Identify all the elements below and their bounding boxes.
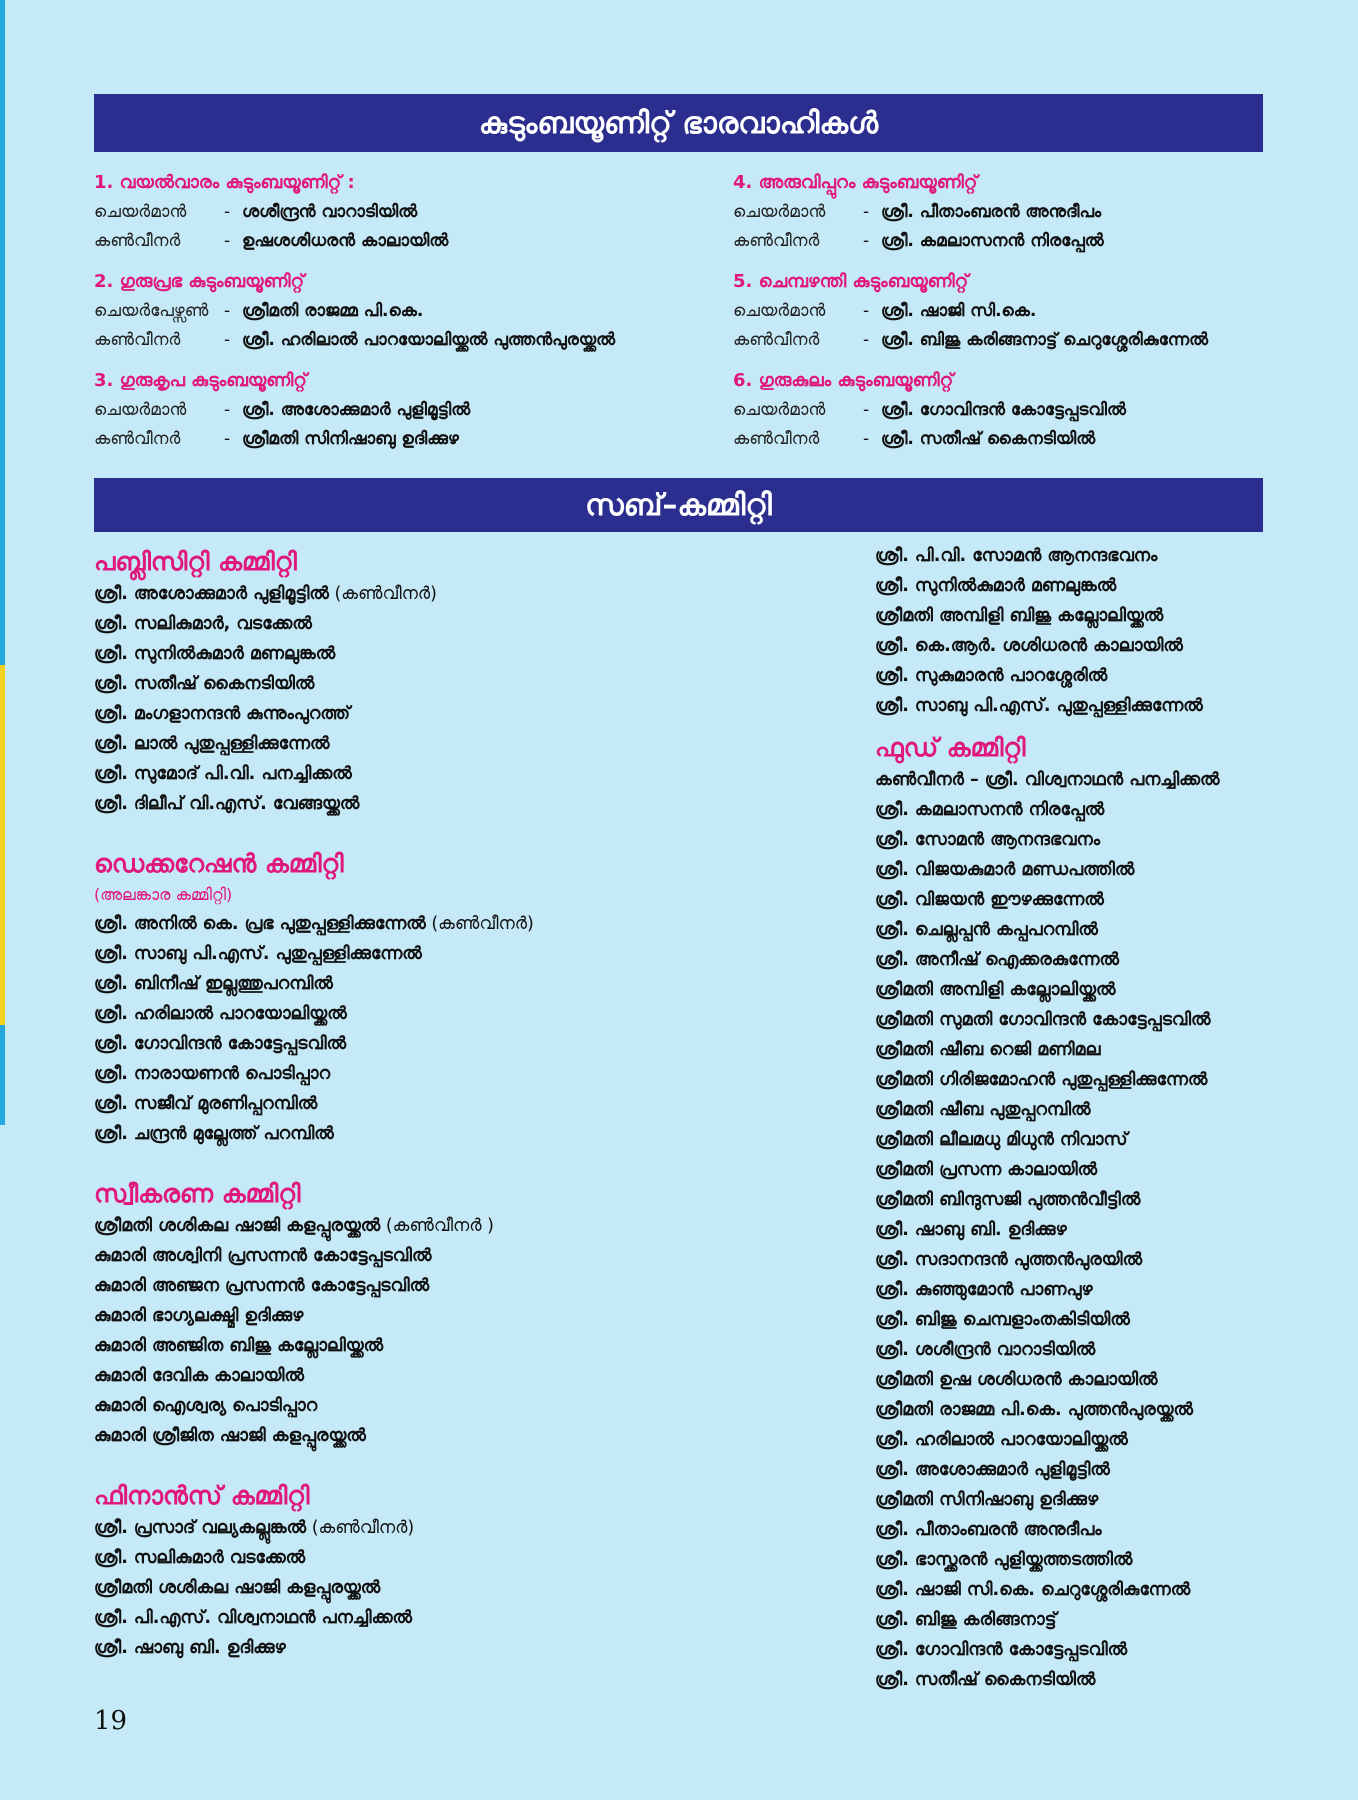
unit-person: ശ്രീ. ഗോവിന്ദൻ കോട്ടേപ്പടവിൽ bbox=[881, 400, 1126, 420]
right-column bbox=[875, 541, 1345, 1695]
member-item: കുമാരി അഞ്ജന പ്രസന്നൻ കോട്ടേപ്പടവിൽ bbox=[94, 1276, 430, 1296]
dash: - bbox=[863, 231, 870, 251]
member-item: ശ്രീ. ഷാബു ബി. ഉദിക്കുഴ bbox=[94, 1638, 286, 1658]
unit-row bbox=[733, 198, 1293, 227]
member-item: ശ്രീ. മംഗളാനന്ദൻ കുന്നുംപുറത്ത് bbox=[94, 704, 350, 724]
member-item: ശ്രീ. സുനിൽകുമാർ മണലുങ്കൽ bbox=[875, 576, 1117, 596]
member-item: ശ്രീമതി പ്രസന്ന കാലായിൽ bbox=[875, 1160, 1098, 1180]
member-name: ശ്രീ. അശോക്കുമാർ പുളിമൂട്ടിൽ bbox=[94, 584, 329, 604]
unit-block bbox=[733, 366, 1293, 454]
unit-person: ശ്രീ. പീതാംബരൻ അനുദീപം bbox=[881, 202, 1102, 222]
decoration-committee-title: ഡെക്കറേഷൻ കമ്മിറ്റി bbox=[94, 849, 344, 878]
spacer bbox=[875, 721, 1345, 731]
unit-role: കൺവീനർ bbox=[733, 429, 820, 449]
member-item bbox=[94, 909, 654, 939]
unit-person: ശ്രീ. ഷാജി സി.കെ. bbox=[881, 301, 1037, 321]
unit-block bbox=[94, 168, 654, 256]
member-item: ശ്രീ. വിജയൻ ഈഴക്കുന്നേൽ bbox=[875, 890, 1104, 910]
unit-block bbox=[94, 366, 654, 454]
member-item: ശ്രീ. പീതാംബരൻ അനുദീപം bbox=[875, 1520, 1102, 1540]
member-item: ശ്രീ. സാബു പി.എസ്. പുതുപ്പള്ളിക്കുന്നേൽ bbox=[875, 696, 1203, 716]
edge-strip-yellow bbox=[0, 665, 5, 1025]
member-item: ശ്രീമതി ശശികല ഷാജി കളപ്പുരയ്ക്കൽ bbox=[94, 1578, 381, 1598]
unit-title: 2. ഗുരുപ്രഭ കുടുംബയൂണിറ്റ് bbox=[94, 271, 305, 292]
dash: - bbox=[224, 231, 231, 251]
member-item: ശ്രീ. ചന്ദ്രൻ മുല്ലേത്ത് പറമ്പിൽ bbox=[94, 1124, 334, 1144]
unit-person: ശ്രീ. ബിജു കരിങ്ങനാട്ട് ചെറുശ്ശേരികുന്നേൽ bbox=[881, 330, 1209, 350]
member-item: ശ്രീ. സുനിൽകുമാർ മണലുങ്കൽ bbox=[94, 644, 336, 664]
member-item: ശ്രീമതി ലീലമധു മിധുൻ നിവാസ് bbox=[875, 1130, 1128, 1150]
dash: - bbox=[863, 330, 870, 350]
unit-person: ശ്രീ. ഹരിലാൽ പാറയോലിയ്ക്കൽ പുത്തൻപുരയ്ക്കൽ bbox=[242, 330, 616, 350]
decoration-committee-subtitle: (അലങ്കാര കമ്മിറ്റി) bbox=[94, 885, 233, 904]
unit-role: ചെയർമാൻ bbox=[733, 202, 826, 222]
member-item: ശ്രീമതി ബിന്ദുസജി പുത്തൻവീട്ടിൽ bbox=[875, 1190, 1141, 1210]
unit-row bbox=[733, 297, 1293, 326]
member-item: ശ്രീമതി ഷീബ പുതുപ്പറമ്പിൽ bbox=[875, 1100, 1091, 1120]
member-item bbox=[94, 1211, 654, 1241]
unit-person: ശ്രീ. സതീഷ് കൈനടിയിൽ bbox=[881, 429, 1096, 449]
unit-person: ശ്രീ. അശോക്കുമാർ പുളിമൂട്ടിൽ bbox=[242, 400, 471, 420]
member-item: കുമാരി ഐശ്വര്യ പൊടിപ്പാറ bbox=[94, 1396, 318, 1416]
dash: - bbox=[863, 429, 870, 449]
unit-role: കൺവീനർ bbox=[733, 330, 820, 350]
unit-role: ചെയർമാൻ bbox=[733, 400, 826, 420]
member-item: ശ്രീ. ശശീന്ദ്രൻ വാറാടിയിൽ bbox=[875, 1340, 1096, 1360]
member-item: ശ്രീമതി സുമതി ഗോവിന്ദൻ കോട്ടേപ്പടവിൽ bbox=[875, 1010, 1211, 1030]
unit-role: ചെയർമാൻ bbox=[94, 202, 187, 222]
member-item: ശ്രീ. വിജയകുമാർ മണ്ഡപത്തിൽ bbox=[875, 860, 1135, 880]
member-item: ശ്രീമതി ഉഷ ശശിധരൻ കാലായിൽ bbox=[875, 1370, 1158, 1390]
convener-note: (കൺവീനർ) bbox=[306, 1518, 415, 1538]
unit-person: ശ്രീ. കമലാസനൻ നിരപ്പേൽ bbox=[881, 231, 1104, 251]
member-item: കൺവീനർ – ശ്രീ. വിശ്വനാഥൻ പനച്ചിക്കൽ bbox=[875, 770, 1220, 790]
member-item: ശ്രീ. സലികുമാർ, വടക്കേൽ bbox=[94, 614, 312, 634]
member-item: കുമാരി അശ്വിനി പ്രസന്നൻ കോട്ടേപ്പടവിൽ bbox=[94, 1246, 432, 1266]
unit-person: ശ്രീമതി രാജമ്മ പി.കെ. bbox=[242, 301, 424, 321]
unit-role: കൺവീനർ bbox=[94, 231, 181, 251]
member-item: ശ്രീമതി സിനിഷാബു ഉദിക്കുഴ bbox=[875, 1490, 1099, 1510]
dash: - bbox=[224, 202, 231, 222]
member-item: കുമാരി അഞ്ജിത ബിജു കല്ലോലിയ്ക്കൽ bbox=[94, 1336, 384, 1356]
dash: - bbox=[224, 301, 231, 321]
unit-title: 6. ഗുരുകുലം കുടുംബയൂണിറ്റ് bbox=[733, 370, 954, 391]
units-banner bbox=[94, 94, 1263, 152]
member-item: ശ്രീ. ചെല്ലപ്പൻ കപ്പപറമ്പിൽ bbox=[875, 920, 1098, 940]
member-item: ശ്രീ. ഹരിലാൽ പാറയോലിയ്ക്കൽ bbox=[94, 1004, 347, 1024]
unit-role: ചെയർമാൻ bbox=[94, 400, 187, 420]
subcommittee-banner-title: സബ്–കമ്മിറ്റി bbox=[585, 487, 772, 523]
edge-strip-blue-lower bbox=[0, 1025, 5, 1125]
dash: - bbox=[863, 301, 870, 321]
member-item: കുമാരി ഭാഗ്യലക്ഷ്മി ഉദിക്കുഴ bbox=[94, 1306, 304, 1326]
member-item: ശ്രീ. നാരായണൻ പൊടിപ്പാറ bbox=[94, 1064, 331, 1084]
unit-role: കൺവീനർ bbox=[94, 429, 181, 449]
member-item: ശ്രീമതി രാജമ്മ പി.കെ. പുത്തൻപുരയ്ക്കൽ bbox=[875, 1400, 1194, 1420]
unit-role: ചെയർപേഴ്സൺ bbox=[94, 301, 209, 321]
convener-note: (കൺവീനർ) bbox=[425, 914, 534, 934]
unit-person: ഉഷശശിധരൻ കാലായിൽ bbox=[242, 231, 449, 251]
member-item: ശ്രീമതി അമ്പിളി കല്ലോലിയ്ക്കൽ bbox=[875, 980, 1116, 1000]
member-item bbox=[94, 579, 654, 609]
dash: - bbox=[224, 400, 231, 420]
member-item: ശ്രീ. പി.എസ്. വിശ്വനാഥൻ പനച്ചിക്കൽ bbox=[94, 1608, 412, 1628]
page-number: 19 bbox=[94, 1706, 128, 1736]
unit-row bbox=[733, 425, 1293, 454]
member-item: ശ്രീ. പി.വി. സോമൻ ആനന്ദഭവനം bbox=[875, 546, 1158, 566]
unit-title: 4. അരുവിപ്പുറം കുടുംബയൂണിറ്റ് bbox=[733, 172, 978, 193]
member-item: കുമാരി ദേവിക കാലായിൽ bbox=[94, 1366, 304, 1386]
member-item: കുമാരി ശ്രീജിത ഷാജി കളപ്പുരയ്ക്കൽ bbox=[94, 1426, 366, 1446]
member-item: ശ്രീ. സലികുമാർ വടക്കേൽ bbox=[94, 1548, 306, 1568]
member-item: ശ്രീ. ഭാസ്ക്കരൻ പുളിയ്ക്കത്തടത്തിൽ bbox=[875, 1550, 1133, 1570]
member-item: ശ്രീ. സദാനന്ദൻ പുത്തൻപുരയിൽ bbox=[875, 1250, 1143, 1270]
dash: - bbox=[224, 429, 231, 449]
unit-title: 5. ചെമ്പഴന്തി കുടുംബയൂണിറ്റ് bbox=[733, 271, 969, 292]
member-name: ശ്രീമതി ശശികല ഷാജി കളപ്പുരയ്ക്കൽ bbox=[94, 1216, 381, 1236]
unit-row bbox=[94, 198, 654, 227]
dash: - bbox=[863, 202, 870, 222]
unit-row bbox=[94, 227, 654, 256]
unit-row bbox=[94, 425, 654, 454]
member-item: ശ്രീ. അശോക്കുമാർ പുളിമൂട്ടിൽ bbox=[875, 1460, 1110, 1480]
unit-row bbox=[733, 396, 1293, 425]
reception-committee-title: സ്വീകരണ കമ്മിറ്റി bbox=[94, 1179, 301, 1208]
unit-role: ചെയർമാൻ bbox=[733, 301, 826, 321]
member-item: ശ്രീമതി അമ്പിളി ബിജു കല്ലോലിയ്ക്കൽ bbox=[875, 606, 1164, 626]
unit-row bbox=[733, 326, 1293, 355]
unit-person: ശ്രീമതി സിനിഷാബു ഉദിക്കുഴ bbox=[242, 429, 459, 449]
member-item: ശ്രീ. കമലാസനൻ നിരപ്പേൽ bbox=[875, 800, 1105, 820]
member-item: ശ്രീ. അനീഷ് ഐക്കരകുന്നേൽ bbox=[875, 950, 1120, 970]
spacer bbox=[94, 1451, 654, 1479]
member-item: ശ്രീ. ലാൽ പുതുപ്പള്ളിക്കുന്നേൽ bbox=[94, 734, 330, 754]
member-item: ശ്രീമതി ഷീബ റെജി മണിമല bbox=[875, 1040, 1101, 1060]
spacer bbox=[94, 819, 654, 847]
convener-note: (കൺവീനർ) bbox=[328, 584, 437, 604]
member-name: ശ്രീ. പ്രസാദ് വല്യകല്ലുങ്കൽ bbox=[94, 1518, 307, 1538]
member-item bbox=[94, 1513, 654, 1543]
food-committee-title: ഫുഡ് കമ്മിറ്റി bbox=[875, 733, 1026, 762]
member-item: ശ്രീ. കുഞ്ഞുമോൻ പാണപുഴ bbox=[875, 1280, 1093, 1300]
spacer bbox=[94, 1149, 654, 1177]
unit-person: ശശീന്ദ്രൻ വാറാടിയിൽ bbox=[242, 202, 418, 222]
member-item: ശ്രീ. സതീഷ് കൈനടിയിൽ bbox=[875, 1670, 1096, 1690]
unit-title: 3. ഗുരുകൃപ കുടുംബയൂണിറ്റ് bbox=[94, 370, 307, 391]
member-item: ശ്രീ. സാബു പി.എസ്. പുതുപ്പള്ളിക്കുന്നേൽ bbox=[94, 944, 422, 964]
member-item: ശ്രീ. സജീവ് മുരണിപ്പറമ്പിൽ bbox=[94, 1094, 318, 1114]
finance-committee-title: ഫിനാൻസ് കമ്മിറ്റി bbox=[94, 1481, 310, 1510]
member-item: ശ്രീ. സുമോദ് പി.വി. പനച്ചിക്കൽ bbox=[94, 764, 352, 784]
edge-strip-blue bbox=[0, 0, 5, 665]
unit-role: കൺവീനർ bbox=[733, 231, 820, 251]
member-item: ശ്രീ. ഗോവിന്ദൻ കോട്ടേപ്പടവിൽ bbox=[875, 1640, 1128, 1660]
member-item: ശ്രീ. സതീഷ് കൈനടിയിൽ bbox=[94, 674, 315, 694]
member-item: ശ്രീ. ഷാബു ബി. ഉദിക്കുഴ bbox=[875, 1220, 1067, 1240]
member-item: ശ്രീ. സുകുമാരൻ പാറശ്ശേരിൽ bbox=[875, 666, 1108, 686]
member-item: ശ്രീ. ഗോവിന്ദൻ കോട്ടേപ്പടവിൽ bbox=[94, 1034, 347, 1054]
member-name: ശ്രീ. അനിൽ കെ. പ്രഭ പുതുപ്പള്ളിക്കുന്നേൽ bbox=[94, 914, 426, 934]
unit-block bbox=[94, 267, 654, 355]
unit-title: 1. വയൽവാരം കുടുംബയൂണിറ്റ് : bbox=[94, 172, 355, 193]
units-banner-title: കുടുംബയൂണിറ്റ് ഭാരവാഹികൾ bbox=[478, 105, 879, 141]
unit-row bbox=[733, 227, 1293, 256]
member-item: ശ്രീ. ഷാജി സി.കെ. ചെറുശ്ശേരികുന്നേൽ bbox=[875, 1580, 1191, 1600]
unit-role: കൺവീനർ bbox=[94, 330, 181, 350]
member-item: ശ്രീ. ദിലീപ് വി.എസ്. വേങ്ങയ്ക്കൽ bbox=[94, 794, 360, 814]
unit-row bbox=[94, 396, 654, 425]
unit-row bbox=[94, 326, 654, 355]
dash: - bbox=[224, 330, 231, 350]
member-item: ശ്രീ. കെ.ആർ. ശശിധരൻ കാലായിൽ bbox=[875, 636, 1183, 656]
unit-row bbox=[94, 297, 654, 326]
member-item: ശ്രീ. സോമൻ ആനന്ദഭവനം bbox=[875, 830, 1101, 850]
left-column bbox=[94, 545, 654, 1663]
dash: - bbox=[863, 400, 870, 420]
member-item: ശ്രീ. ഹരിലാൽ പാറയോലിയ്ക്കൽ bbox=[875, 1430, 1128, 1450]
publicity-committee-title: പബ്ലിസിറ്റി കമ്മിറ്റി bbox=[94, 547, 297, 576]
member-item: ശ്രീ. ബിജു കരിങ്ങനാട്ട് bbox=[875, 1610, 1057, 1630]
convener-note: (കൺവീനർ ) bbox=[380, 1216, 494, 1236]
unit-block bbox=[733, 168, 1293, 256]
member-item: ശ്രീ. ബിജു ചെമ്പളാംതകിടിയിൽ bbox=[875, 1310, 1130, 1330]
member-item: ശ്രീ. ബിനീഷ് ഇല്ലത്തുപറമ്പിൽ bbox=[94, 974, 333, 994]
subcommittee-banner bbox=[94, 478, 1263, 532]
member-item: ശ്രീമതി ഗിരിജമോഹൻ പുതുപ്പള്ളിക്കുന്നേൽ bbox=[875, 1070, 1208, 1090]
unit-block bbox=[733, 267, 1293, 355]
